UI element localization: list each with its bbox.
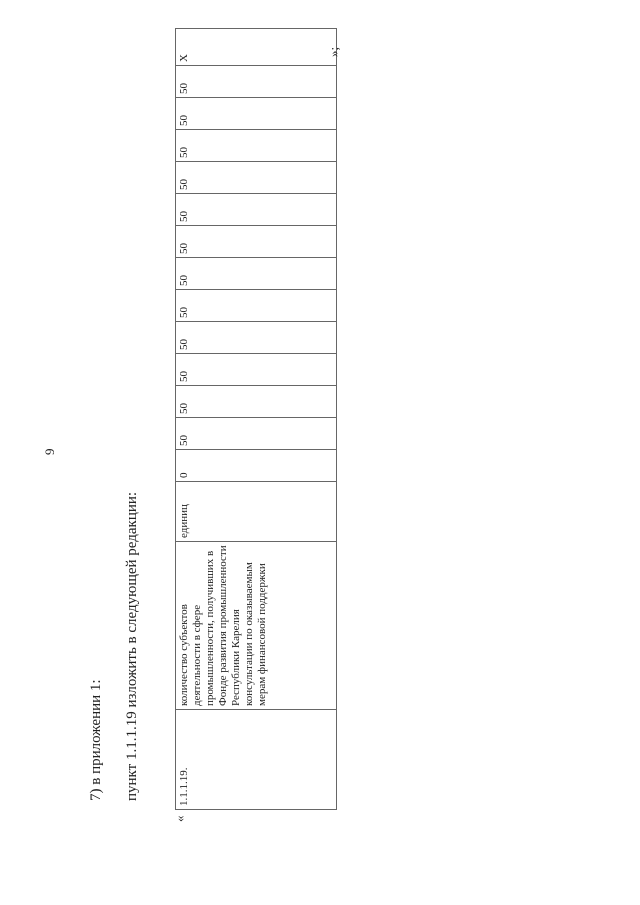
value-cell: 50	[176, 290, 337, 322]
appendix-line: 7) в приложении 1:	[88, 679, 104, 801]
value-cell: 50	[176, 354, 337, 386]
value-cell: 50	[176, 386, 337, 418]
indicator-table	[175, 28, 337, 810]
value-cell: 50	[176, 418, 337, 450]
table-row	[176, 29, 337, 810]
value-cell: 50	[176, 194, 337, 226]
value-cell: 50	[176, 130, 337, 162]
value-cell: 0	[176, 450, 337, 482]
row-unit: единиц	[176, 482, 337, 542]
close-quote: »;	[326, 46, 341, 57]
page-number: 9	[42, 448, 57, 455]
instruction-line: пункт 1.1.1.19 изложить в следующей редакции:	[124, 491, 140, 801]
open-quote: «	[172, 815, 187, 822]
row-description: количество субъектов деятельности в сфере промышленности, получивших в Фонде развития промышленности Республики Карелия консультации по оказываемым мерам финансовой поддержки	[176, 542, 337, 710]
value-cell: 50	[176, 98, 337, 130]
value-cell: 50	[176, 226, 337, 258]
value-cell: 50	[176, 66, 337, 98]
row-number: 1.1.1.19.	[176, 710, 337, 810]
last-cell: Х	[176, 29, 337, 66]
value-cell: 50	[176, 258, 337, 290]
value-cell: 50	[176, 322, 337, 354]
value-cell: 50	[176, 162, 337, 194]
